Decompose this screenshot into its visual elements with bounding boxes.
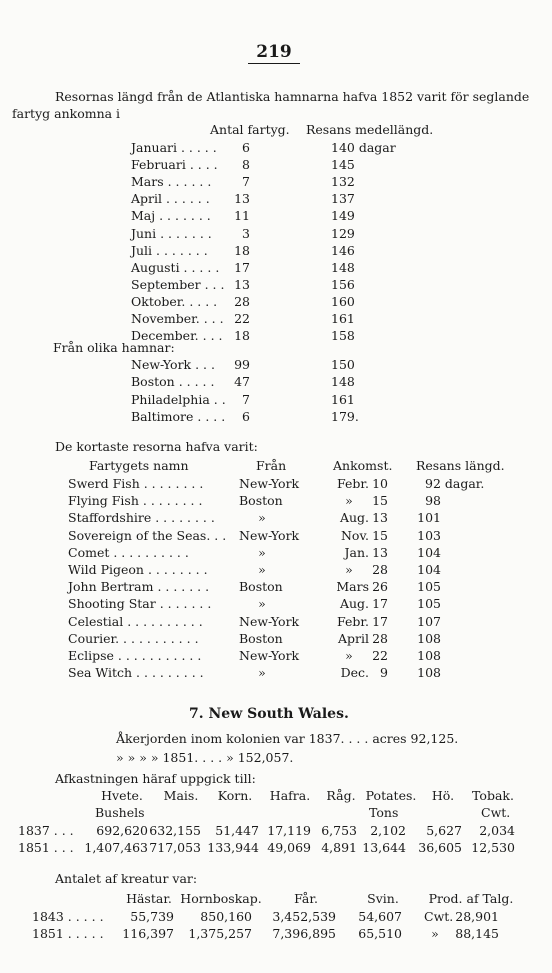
month-ships: 22 xyxy=(234,311,250,326)
voyages-col-length: Resans längd. xyxy=(416,458,505,473)
month-ships: 7 xyxy=(242,174,250,190)
month-length: 145 xyxy=(331,157,355,173)
port-ships: 6 xyxy=(242,409,250,425)
month-length: 137 xyxy=(331,191,355,207)
month-ships: 3 xyxy=(242,225,250,241)
voyage-ship-name: Courier. . . . . . . . . . . xyxy=(68,630,199,646)
yield-value: 2,034 xyxy=(479,823,515,838)
voyage-days: 108 xyxy=(417,648,441,663)
livestock-value: 55,739 xyxy=(130,909,174,924)
month-label: Januari . . . . . xyxy=(131,140,217,155)
section-heading: 7. New South Wales. xyxy=(189,706,349,722)
livestock-value: 116,397 xyxy=(122,926,174,942)
yield-year: 1851 . . . xyxy=(18,840,74,855)
voyage-day: 26 xyxy=(372,579,388,595)
month-label: December. . . . xyxy=(131,328,223,344)
port-ships: 99 xyxy=(234,357,250,372)
yield-value: 17,119 xyxy=(267,823,311,838)
yield-value: 6,753 xyxy=(321,823,357,838)
port-length: 148 xyxy=(331,374,355,390)
yield-value: 13,644 xyxy=(362,840,406,855)
voyage-from: » xyxy=(258,544,266,560)
port-length: 179. xyxy=(331,409,359,425)
voyage-days: 98 xyxy=(425,493,441,509)
voyage-ship-name: Celestial . . . . . . . . . . xyxy=(68,613,203,629)
yield-col-header: Korn. xyxy=(217,788,253,803)
page-number-rule xyxy=(248,63,300,64)
voyage-month: » xyxy=(345,562,353,577)
voyage-ship-name: Eclipse . . . . . . . . . . . xyxy=(68,648,202,663)
yield-value: 692,620 xyxy=(96,823,148,838)
month-label: Augusti . . . . . xyxy=(131,259,220,275)
voyage-day: 28 xyxy=(372,562,388,577)
livestock-value: 65,510 xyxy=(358,926,402,942)
month-length: 160 xyxy=(331,293,355,309)
voyage-days: 105 xyxy=(417,596,441,612)
voyage-month: Dec. xyxy=(340,665,369,681)
port-label: Baltimore . . . . xyxy=(131,409,226,425)
yield-value: 4,891 xyxy=(321,840,357,855)
yield-col-header: Mais. xyxy=(163,788,199,803)
month-ships: 13 xyxy=(234,276,250,292)
voyage-from: » xyxy=(258,510,266,526)
voyage-month: Aug. xyxy=(339,596,369,612)
month-ships: 6 xyxy=(242,140,250,155)
month-label: Februari . . . . xyxy=(131,157,218,173)
unit-tons: Tons xyxy=(369,805,399,820)
page-number: 219 xyxy=(256,42,292,62)
yield-value: 49,069 xyxy=(267,840,311,855)
month-ships: 18 xyxy=(234,242,250,258)
voyage-month: » xyxy=(345,493,353,509)
voyage-ship-name: Swerd Fish . . . . . . . . xyxy=(68,476,204,491)
month-label: Maj . . . . . . . xyxy=(131,208,211,224)
yield-col-header: Tobak. xyxy=(472,788,514,803)
voyage-day: 15 xyxy=(372,527,388,543)
livestock-col-header: Svin. xyxy=(367,891,399,906)
talg-prefix: Cwt. xyxy=(424,909,454,924)
voyage-from: New-York xyxy=(239,476,300,491)
month-ships: 28 xyxy=(234,293,250,309)
voyage-from: » xyxy=(258,665,266,681)
voyage-from: New-York xyxy=(239,527,300,543)
voyage-month: Febr. xyxy=(337,613,369,629)
acreage-line-1: Åkerjorden inom kolonien var 1837. . . . acres 92,125. xyxy=(116,731,459,746)
voyage-ship-name: John Bertram . . . . . . . xyxy=(68,579,210,595)
talg-prefix: » xyxy=(431,926,439,942)
voyage-day: 22 xyxy=(372,648,388,663)
voyage-month: Nov. xyxy=(340,527,369,543)
port-length: 161 xyxy=(331,391,355,407)
voyage-ship-name: Shooting Star . . . . . . . xyxy=(68,596,212,612)
voyage-days: 108 xyxy=(417,630,441,646)
talg-value: 88,145 xyxy=(455,926,499,942)
voyages-heading: De kortaste resorna hafva varit: xyxy=(55,439,258,454)
acreage-line-2: » » » » 1851. . . . » 152,057. xyxy=(116,750,294,765)
voyage-ship-name: Comet . . . . . . . . . . xyxy=(68,544,189,560)
voyage-days: 107 xyxy=(417,613,441,629)
voyages-col-name: Fartygets namn xyxy=(89,458,189,473)
voyage-from: Boston xyxy=(239,493,283,509)
month-length: 129 xyxy=(331,225,355,241)
yield-value: 12,530 xyxy=(471,840,515,855)
voyage-month: Jan. xyxy=(344,544,369,560)
intro-line-1: Resornas längd från de Atlantiska hamnarna hafva 1852 varit för seglande xyxy=(55,89,530,104)
voyage-day: 10 xyxy=(372,476,388,491)
yield-value: 632,155 xyxy=(149,823,201,838)
livestock-col-header: Hornboskap. xyxy=(180,891,262,906)
voyage-day: 15 xyxy=(372,493,388,509)
voyages-col-arrival: Ankomst. xyxy=(333,458,393,473)
month-ships: 17 xyxy=(234,259,250,275)
voyage-days: 108 xyxy=(417,665,441,681)
unit-cwt: Cwt. xyxy=(481,805,511,820)
month-length: 146 xyxy=(331,242,355,258)
voyage-day: 9 xyxy=(380,665,388,681)
voyage-ship-name: Flying Fish . . . . . . . . xyxy=(68,493,203,509)
livestock-year: 1843 . . . . . xyxy=(32,909,104,924)
livestock-heading: Antalet af kreatur var: xyxy=(55,871,198,886)
voyage-days: 101 xyxy=(417,510,441,526)
livestock-value: 1,375,257 xyxy=(188,926,252,942)
month-length: 148 xyxy=(331,259,355,275)
yield-value: 36,605 xyxy=(418,840,462,855)
livestock-col-header: Hästar. xyxy=(126,891,172,906)
month-label: Juni . . . . . . . xyxy=(131,225,212,241)
header-length: Resans medellängd. xyxy=(306,122,434,137)
port-length: 150 xyxy=(331,357,355,372)
month-label: November. . . . xyxy=(131,311,224,326)
yield-value: 2,102 xyxy=(370,823,406,838)
yield-value: 717,053 xyxy=(149,840,201,855)
yield-year: 1837 . . . xyxy=(18,823,74,838)
voyage-month: Mars xyxy=(336,579,369,595)
ports-heading: Från olika hamnar: xyxy=(53,340,175,355)
voyage-ship-name: Sea Witch . . . . . . . . . xyxy=(68,665,204,681)
yield-value: 51,447 xyxy=(215,823,259,838)
yield-col-header: Råg. xyxy=(326,788,356,803)
livestock-col-header: Prod. af Talg. xyxy=(428,891,514,906)
voyage-from: » xyxy=(258,562,266,577)
voyage-month: Aug. xyxy=(339,510,369,526)
livestock-value: 7,396,895 xyxy=(272,926,336,942)
month-label: Juli . . . . . . . xyxy=(131,242,208,258)
yield-heading: Afkastningen häraf uppgick till: xyxy=(55,771,256,786)
yield-value: 133,944 xyxy=(207,840,259,855)
month-length: 140 dagar xyxy=(331,140,396,155)
port-ships: 47 xyxy=(234,374,250,390)
livestock-value: 3,452,539 xyxy=(272,909,336,924)
voyage-day: 13 xyxy=(372,544,388,560)
voyage-month: » xyxy=(345,648,353,663)
yield-value: 5,627 xyxy=(426,823,462,838)
intro-line-2: fartyg ankomna i xyxy=(12,106,121,121)
voyage-month: Febr. xyxy=(337,476,369,491)
talg-value: 28,901 xyxy=(455,909,499,924)
unit-bushels: Bushels xyxy=(95,805,145,820)
voyage-day: 17 xyxy=(372,613,388,629)
voyage-month: April xyxy=(338,630,369,646)
month-length: 156 xyxy=(331,276,355,292)
month-length: 149 xyxy=(331,208,355,224)
voyage-from: » xyxy=(258,596,266,612)
voyage-from: New-York xyxy=(239,648,300,663)
month-label: Oktober. . . . . xyxy=(131,293,218,309)
voyage-days: 104 xyxy=(417,562,441,577)
port-ships: 7 xyxy=(242,391,250,407)
yield-col-header: Hvete. xyxy=(101,788,143,803)
month-label: Mars . . . . . . xyxy=(131,174,212,190)
voyage-from: Boston xyxy=(239,579,283,595)
voyage-from: New-York xyxy=(239,613,300,629)
voyage-ship-name: Sovereign of the Seas. . . xyxy=(68,527,227,543)
yield-col-header: Potates. xyxy=(365,788,417,803)
voyage-days: 103 xyxy=(417,527,441,543)
yield-col-header: Hafra. xyxy=(269,788,311,803)
month-length: 161 xyxy=(331,311,355,326)
voyage-day: 13 xyxy=(372,510,388,526)
month-ships: 11 xyxy=(234,208,250,224)
voyage-ship-name: Staffordshire . . . . . . . . xyxy=(68,510,215,526)
yield-value: 1,407,463 xyxy=(84,840,148,855)
voyage-day: 28 xyxy=(372,630,388,646)
livestock-col-header: Får. xyxy=(294,891,318,906)
voyage-day: 17 xyxy=(372,596,388,612)
livestock-value: 54,607 xyxy=(358,909,402,924)
voyage-ship-name: Wild Pigeon . . . . . . . . xyxy=(68,562,208,577)
voyage-days: 105 xyxy=(417,579,441,595)
month-length: 132 xyxy=(331,174,355,190)
voyages-col-from: Från xyxy=(256,458,287,473)
port-label: Philadelphia . . xyxy=(131,391,226,407)
voyage-days: 104 xyxy=(417,544,441,560)
voyage-from: Boston xyxy=(239,630,283,646)
livestock-value: 850,160 xyxy=(200,909,252,924)
port-label: Boston . . . . . xyxy=(131,374,215,390)
month-ships: 8 xyxy=(242,157,250,173)
month-label: September . . . xyxy=(131,276,225,292)
voyage-days: 92 dagar. xyxy=(425,476,485,491)
month-label: April . . . . . . xyxy=(131,191,210,207)
yield-col-header: Hö. xyxy=(431,788,455,803)
month-length: 158 xyxy=(331,328,355,344)
port-label: New-York . . . xyxy=(131,357,215,372)
month-ships: 18 xyxy=(234,328,250,344)
month-ships: 13 xyxy=(234,191,250,207)
header-ships: Antal fartyg. xyxy=(210,122,290,137)
livestock-year: 1851 . . . . . xyxy=(32,926,104,942)
